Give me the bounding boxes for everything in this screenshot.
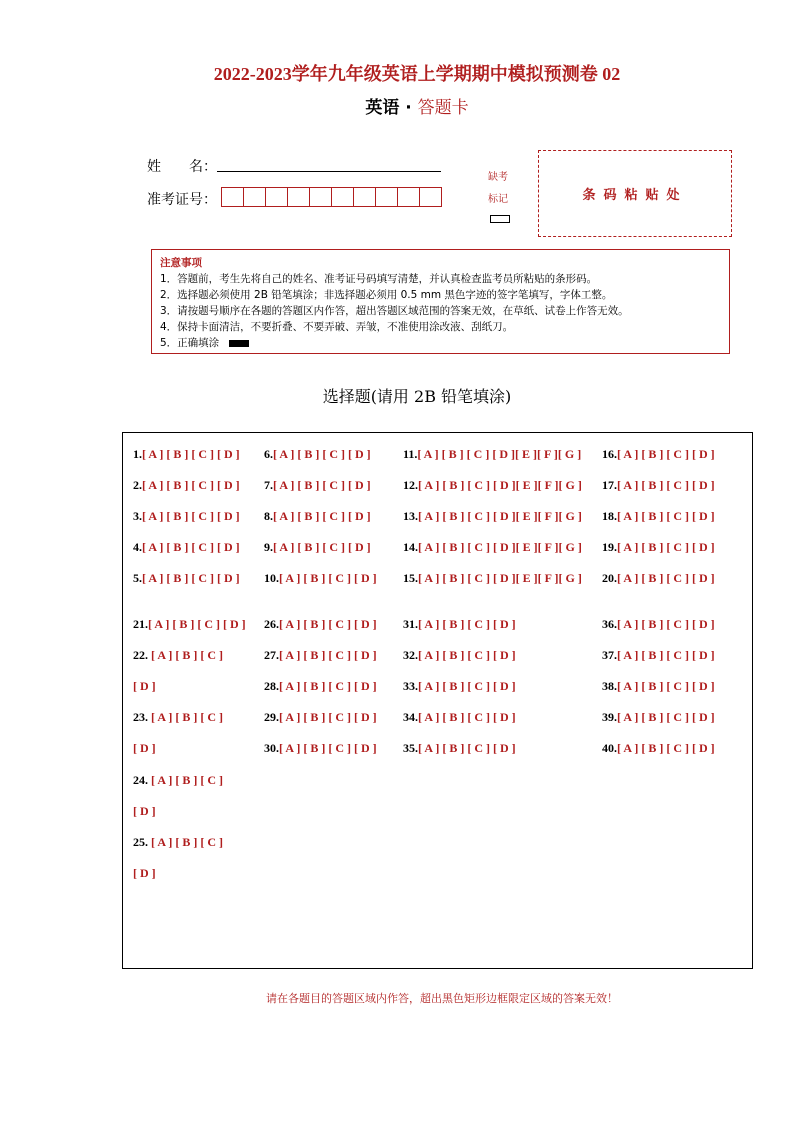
question-27[interactable]: 27.[ A ] [ B ] [ C ] [ D ] bbox=[264, 648, 377, 662]
question-31[interactable]: 31.[ A ] [ B ] [ C ] [ D ] bbox=[403, 617, 516, 631]
absence-mark-box[interactable] bbox=[490, 215, 510, 223]
question-8[interactable]: 8.[ A ] [ B ] [ C ] [ D ] bbox=[264, 509, 371, 523]
question-15[interactable]: 15.[ A ] [ B ] [ C ] [ D ][ E ][ F ][ G ] bbox=[403, 571, 582, 585]
question-20[interactable]: 20.[ A ] [ B ] [ C ] [ D ] bbox=[602, 571, 715, 585]
id-box[interactable] bbox=[221, 187, 244, 207]
question-6[interactable]: 6.[ A ] [ B ] [ C ] [ D ] bbox=[264, 447, 371, 461]
question-25[interactable]: 25. [ A ] [ B ] [ C ] bbox=[133, 835, 223, 849]
page-subtitle bbox=[0, 93, 794, 118]
subtitle-dot: · bbox=[399, 98, 418, 118]
id-box[interactable] bbox=[331, 187, 354, 207]
notice-item: 4．保持卡面清洁，不要折叠、不要弄破、弄皱，不准使用涂改液、刮纸刀。 bbox=[160, 321, 514, 333]
id-box[interactable] bbox=[419, 187, 442, 207]
id-box[interactable] bbox=[397, 187, 420, 207]
question-14[interactable]: 14.[ A ] [ B ] [ C ] [ D ][ E ][ F ][ G ] bbox=[403, 540, 582, 554]
question-32[interactable]: 32.[ A ] [ B ] [ C ] [ D ] bbox=[403, 648, 516, 662]
name-field[interactable] bbox=[217, 171, 441, 172]
question-5[interactable]: 5.[ A ] [ B ] [ C ] [ D ] bbox=[133, 571, 240, 585]
question-26[interactable]: 26.[ A ] [ B ] [ C ] [ D ] bbox=[264, 617, 377, 631]
notice-item: 2．选择题必须使用 2B 铅笔填涂；非选择题必须用 0.5 mm 黑色字迹的签字笔填写，字体工整。 bbox=[160, 289, 613, 301]
answer-area bbox=[122, 432, 753, 969]
notice-item: 3．请按题号顺序在各题的答题区内作答，超出答题区域范围的答案无效，在草纸、试卷上作答无效。 bbox=[160, 305, 629, 317]
id-box[interactable] bbox=[287, 187, 310, 207]
id-label: 准考证号： bbox=[147, 192, 217, 208]
footer-warning: 请在各题目的答题区域内作答，超出黑色矩形边框限定区域的答案无效！ bbox=[266, 992, 618, 1005]
question-16[interactable]: 16.[ A ] [ B ] [ C ] [ D ] bbox=[602, 447, 715, 461]
question-33[interactable]: 33.[ A ] [ B ] [ C ] [ D ] bbox=[403, 679, 516, 693]
notice-box bbox=[151, 249, 730, 354]
question-22-cont[interactable]: [ D ] bbox=[133, 679, 156, 693]
question-34[interactable]: 34.[ A ] [ B ] [ C ] [ D ] bbox=[403, 710, 516, 724]
id-number-boxes[interactable] bbox=[222, 187, 442, 207]
question-9[interactable]: 9.[ A ] [ B ] [ C ] [ D ] bbox=[264, 540, 371, 554]
card-label: 答题卡 bbox=[417, 98, 469, 118]
id-box[interactable] bbox=[375, 187, 398, 207]
id-box[interactable] bbox=[243, 187, 266, 207]
question-35[interactable]: 35.[ A ] [ B ] [ C ] [ D ] bbox=[403, 741, 516, 755]
question-2[interactable]: 2.[ A ] [ B ] [ C ] [ D ] bbox=[133, 478, 240, 492]
question-24-cont[interactable]: [ D ] bbox=[133, 804, 156, 818]
question-30[interactable]: 30.[ A ] [ B ] [ C ] [ D ] bbox=[264, 741, 377, 755]
question-39[interactable]: 39.[ A ] [ B ] [ C ] [ D ] bbox=[602, 710, 715, 724]
absence-label-line1: 缺考 bbox=[488, 172, 508, 183]
notice-item-fill bbox=[160, 335, 721, 351]
question-17[interactable]: 17.[ A ] [ B ] [ C ] [ D ] bbox=[602, 478, 715, 492]
question-19[interactable]: 19.[ A ] [ B ] [ C ] [ D ] bbox=[602, 540, 715, 554]
question-37[interactable]: 37.[ A ] [ B ] [ C ] [ D ] bbox=[602, 648, 715, 662]
question-3[interactable]: 3.[ A ] [ B ] [ C ] [ D ] bbox=[133, 509, 240, 523]
subject-label: 英语 bbox=[365, 98, 400, 118]
id-box[interactable] bbox=[353, 187, 376, 207]
notice-item: 5．正确填涂 bbox=[160, 337, 220, 349]
question-29[interactable]: 29.[ A ] [ B ] [ C ] [ D ] bbox=[264, 710, 377, 724]
notice-title: 注意事项 bbox=[160, 257, 202, 269]
question-1[interactable]: 1.[ A ] [ B ] [ C ] [ D ] bbox=[133, 447, 240, 461]
question-25-cont[interactable]: [ D ] bbox=[133, 866, 156, 880]
absence-label-line2: 标记 bbox=[488, 194, 508, 205]
question-22[interactable]: 22. [ A ] [ B ] [ C ] bbox=[133, 648, 223, 662]
question-7[interactable]: 7.[ A ] [ B ] [ C ] [ D ] bbox=[264, 478, 371, 492]
question-10[interactable]: 10.[ A ] [ B ] [ C ] [ D ] bbox=[264, 571, 377, 585]
id-box[interactable] bbox=[309, 187, 332, 207]
question-28[interactable]: 28.[ A ] [ B ] [ C ] [ D ] bbox=[264, 679, 377, 693]
question-4[interactable]: 4.[ A ] [ B ] [ C ] [ D ] bbox=[133, 540, 240, 554]
name-label: 姓 名： bbox=[147, 159, 217, 175]
question-23-cont[interactable]: [ D ] bbox=[133, 741, 156, 755]
question-12[interactable]: 12.[ A ] [ B ] [ C ] [ D ][ E ][ F ][ G ] bbox=[403, 478, 582, 492]
question-13[interactable]: 13.[ A ] [ B ] [ C ] [ D ][ E ][ F ][ G ] bbox=[403, 509, 582, 523]
question-38[interactable]: 38.[ A ] [ B ] [ C ] [ D ] bbox=[602, 679, 715, 693]
question-40[interactable]: 40.[ A ] [ B ] [ C ] [ D ] bbox=[602, 741, 715, 755]
question-18[interactable]: 18.[ A ] [ B ] [ C ] [ D ] bbox=[602, 509, 715, 523]
id-box[interactable] bbox=[265, 187, 288, 207]
question-36[interactable]: 36.[ A ] [ B ] [ C ] [ D ] bbox=[602, 617, 715, 631]
notice-item: 1．答题前，考生先将自己的姓名、准考证号码填写清楚，并认真检查监考员所粘贴的条形码。 bbox=[160, 273, 598, 285]
section-title: 选择题(请用 2B 铅笔填涂) bbox=[322, 387, 512, 406]
question-23[interactable]: 23. [ A ] [ B ] [ C ] bbox=[133, 710, 223, 724]
question-24[interactable]: 24. [ A ] [ B ] [ C ] bbox=[133, 773, 223, 787]
barcode-area: 条码粘贴处 bbox=[538, 150, 732, 237]
filled-bubble-sample bbox=[229, 340, 249, 347]
question-21[interactable]: 21.[ A ] [ B ] [ C ] [ D ] bbox=[133, 617, 246, 631]
question-11[interactable]: 11.[ A ] [ B ] [ C ] [ D ][ E ][ F ][ G ] bbox=[403, 447, 582, 461]
absence-mark-label bbox=[481, 167, 515, 211]
page-title: 2022-2023学年九年级英语上学期期中模拟预测卷 02 bbox=[213, 64, 621, 84]
